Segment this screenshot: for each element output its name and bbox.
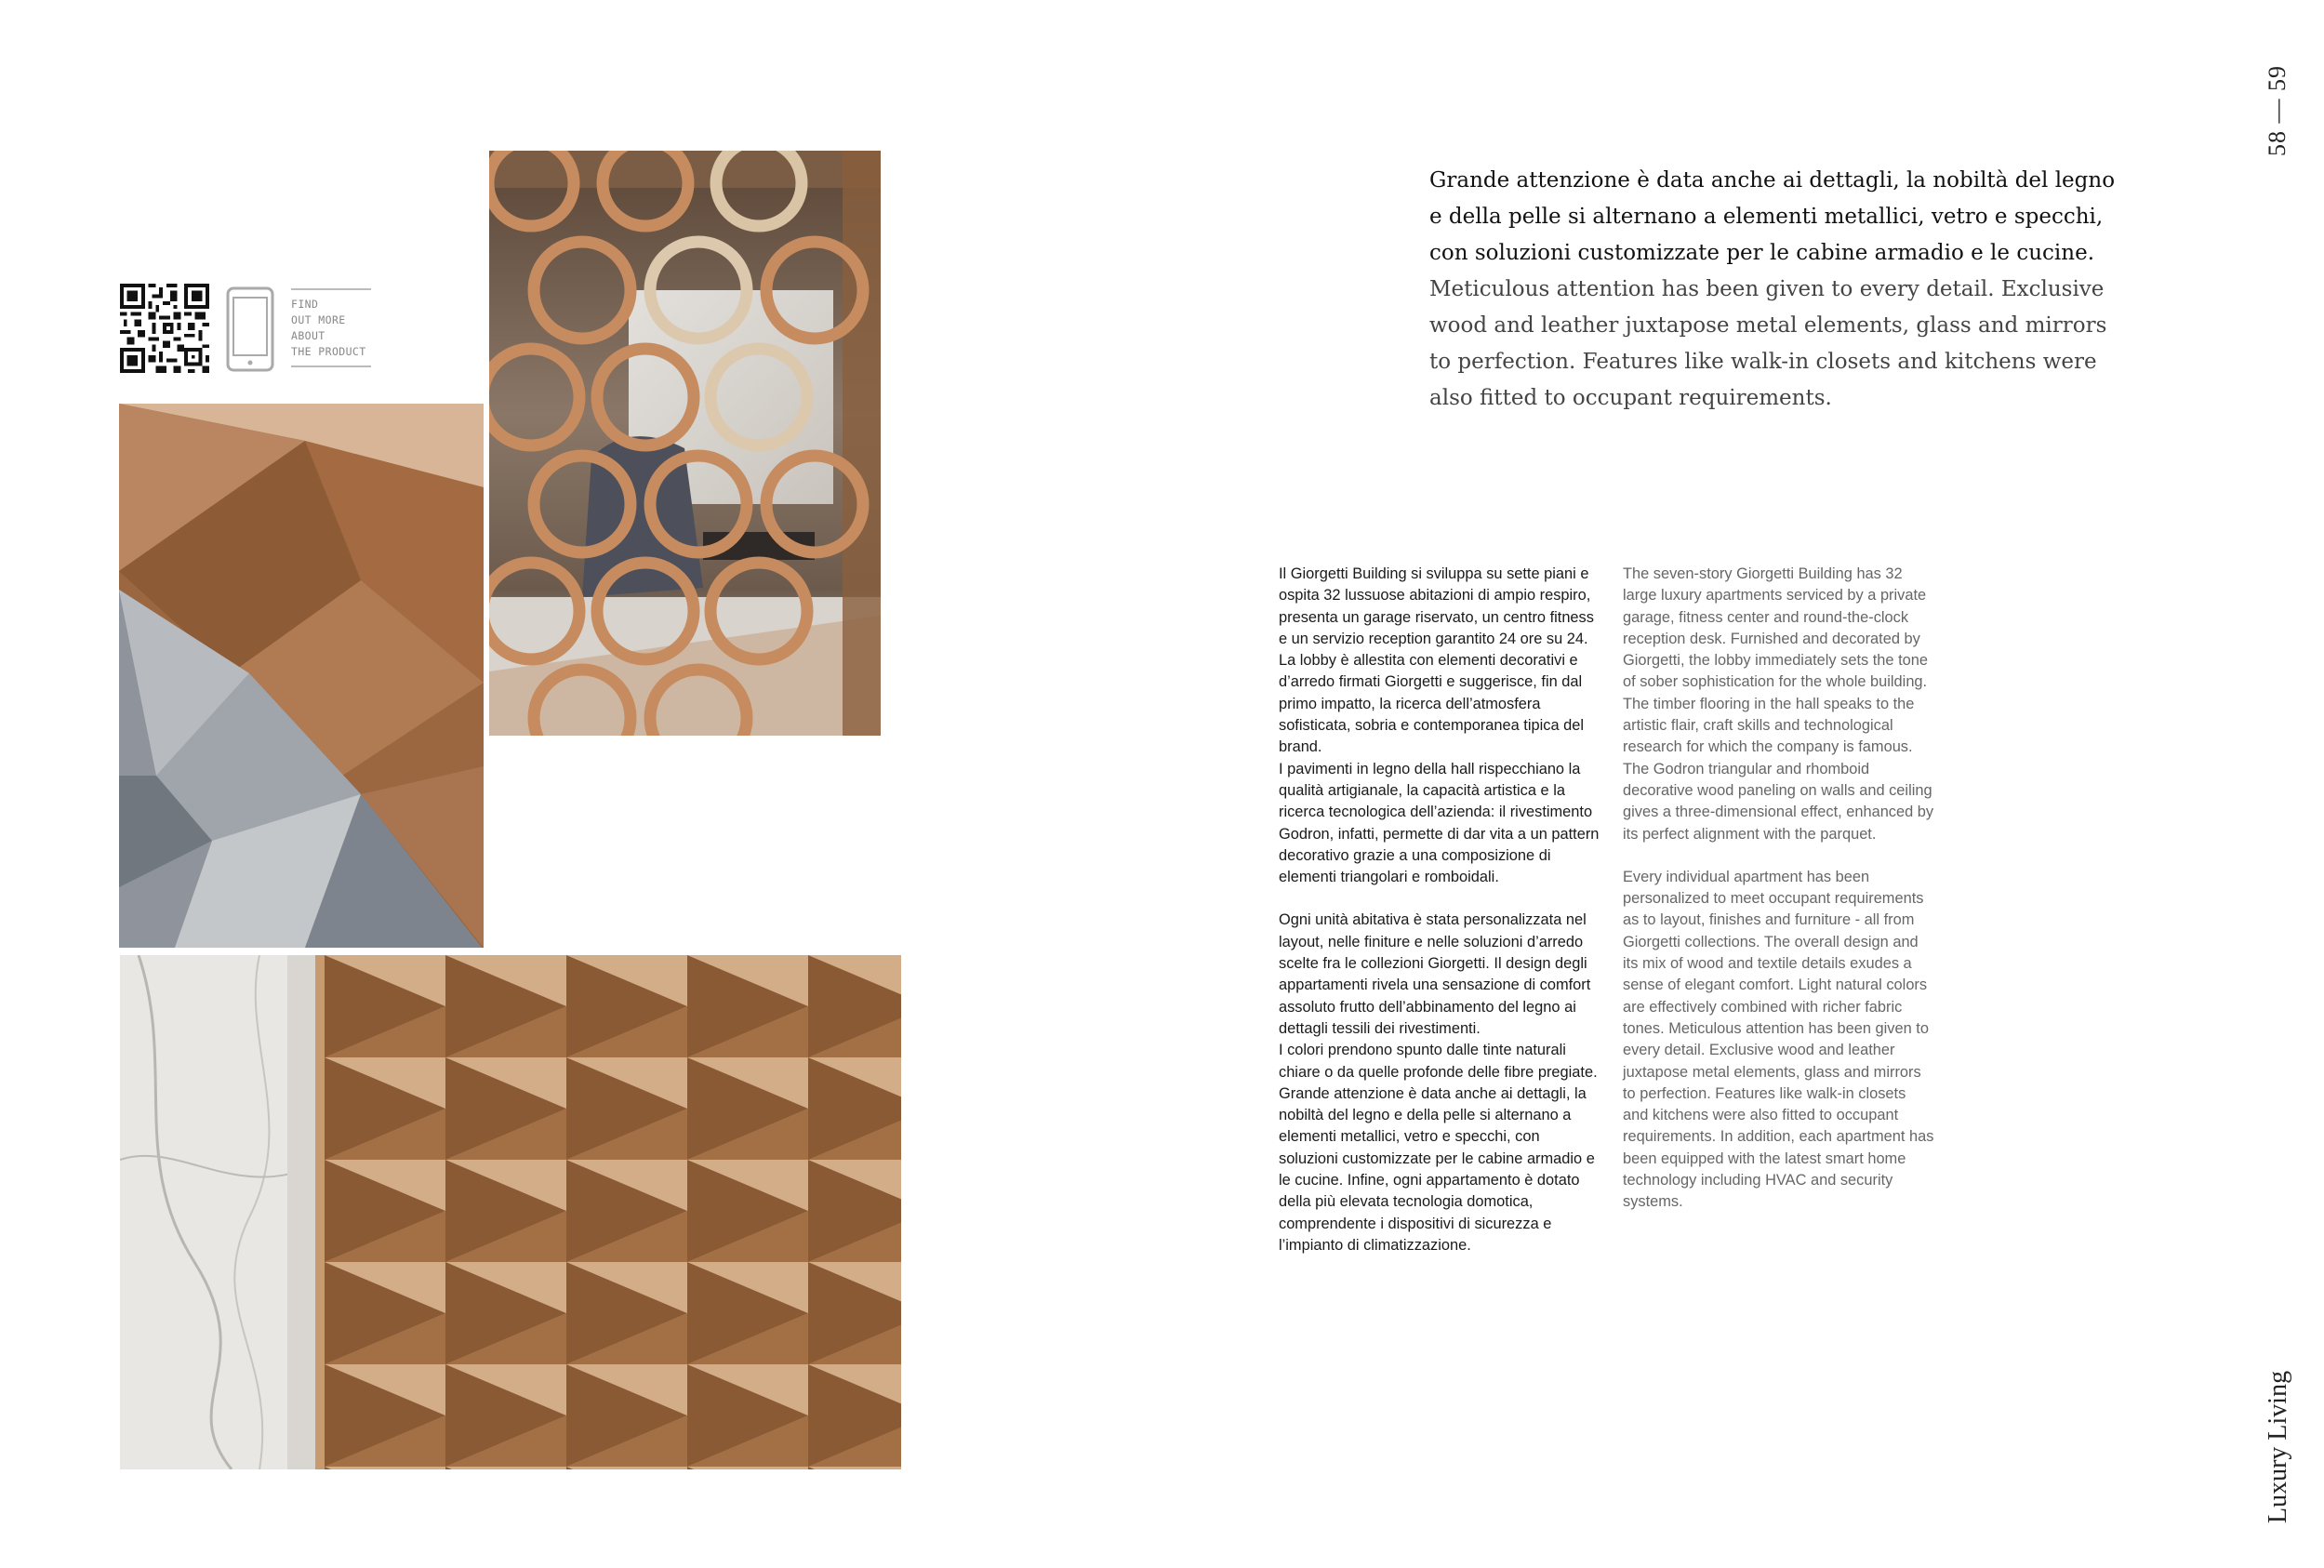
english-body-column xyxy=(1623,564,1934,1214)
qr-caption-line: OUT MORE xyxy=(291,313,346,326)
italian-body-column xyxy=(1279,564,1600,1256)
pull-quote-english: Meticulous attention has been given to every detail. Exclusive wood and leather juxtapose metal elements, glass and mirrors to perfection. Features like walk-in closets and kitchens were also fitted to occupant requirements. xyxy=(1429,277,2107,410)
qr-caption-line: FIND xyxy=(291,298,319,311)
qr-caption-line: ABOUT xyxy=(291,329,325,342)
italian-paragraph: Il Giorgetti Building si sviluppa su sette piani e ospita 32 lussuose abitazioni di ampio respiro, presenta un garage riservato, un centro fitness e un servizio reception garantito 24 ore su 24. La lobby è allestita con elementi decorativi e d’arredo firmati Giorgetti e suggerisce, fin dal primo impatto, la ricerca dell’atmosfera sofisticata, sobria e contemporanea tipica del brand. I pavimenti in legno della hall rispecchiano la qualità artigianale, la capacità artistica e la ricerca tecnologica dell’azienda: il rivestimento Godron, infatti, permette di dar vita a un pattern decorativo grazie a una composizione di elementi triangolari e romboidali. xyxy=(1279,565,1600,886)
section-label: Luxury Living xyxy=(2264,1370,2292,1523)
italian-paragraph: Ogni unità abitativa è stata personalizzata nel layout, nelle finiture e nelle soluzioni d’arredo scelte fra le collezioni Giorgetti. Il design degli appartamenti rivela una sensazione di comfort assoluto frutto dell’abbinamento del legno ai dettagli tessili dei rivestimenti. I colori prendono spunto dalle tinte naturali chiare o da quelle profonde delle fibre pregiate. Grande attenzione è data anche ai dettagli, la nobiltà del legno e della pelle si alternano a elementi metallici, vetro e specchi, con soluzioni customizzate per le cabine armadio e le cucine. Infine, ogni appartamento è dotato della più elevata tecnologia domotica, comprendente i dispositivi di sicurezza e l’impianto di climatizzazione. xyxy=(1279,911,1598,1254)
photo-godron-wall xyxy=(120,955,901,1469)
qr-caption-line: THE PRODUCT xyxy=(291,345,366,358)
qr-caption[interactable] xyxy=(291,288,371,367)
photo-room-divider xyxy=(489,151,881,736)
page-numbers: 58 — 59 xyxy=(2264,65,2291,156)
pull-quote xyxy=(1429,163,2118,417)
qr-code-icon[interactable] xyxy=(120,284,209,373)
photo-parquet-floor xyxy=(119,404,484,948)
pull-quote-italian: Grande attenzione è data anche ai dettagli, la nobiltà del legno e della pelle si alternano a elementi metallici, vetro e specchi, con soluzioni customizzate per le cabine armadio e le cucine. xyxy=(1429,168,2116,265)
english-paragraph: The seven-story Giorgetti Building has 32 large luxury apartments serviced by a private garage, fitness center and round-the-clock reception desk. Furnished and decorated by Giorgetti, the lobby immediately sets the tone of sober sophistication for the whole building. The timber flooring in the hall speaks to the artistic flair, craft skills and technological research for which the company is famous. The Godron triangular and rhomboid decorative wood paneling on walls and ceiling gives a three-dimensional effect, enhanced by its perfect alignment with the parquet. xyxy=(1623,565,1934,843)
english-paragraph: Every individual apartment has been personalized to meet occupant requirements as to layout, finishes and furniture - all from Giorgetti collections. The overall design and its mix of wood and textile details exudes a sense of elegant comfort. Light natural colors are effectively combined with richer fabric tones. Meticulous attention has been given to every detail. Exclusive wood and leather juxtapose metal elements, glass and mirrors to perfection. Features like walk-in closets and kitchens were also fitted to occupant requirements. In addition, each apartment has been equipped with the latest smart home technology including HVAC and security systems. xyxy=(1623,868,1934,1211)
tablet-icon xyxy=(226,286,274,372)
